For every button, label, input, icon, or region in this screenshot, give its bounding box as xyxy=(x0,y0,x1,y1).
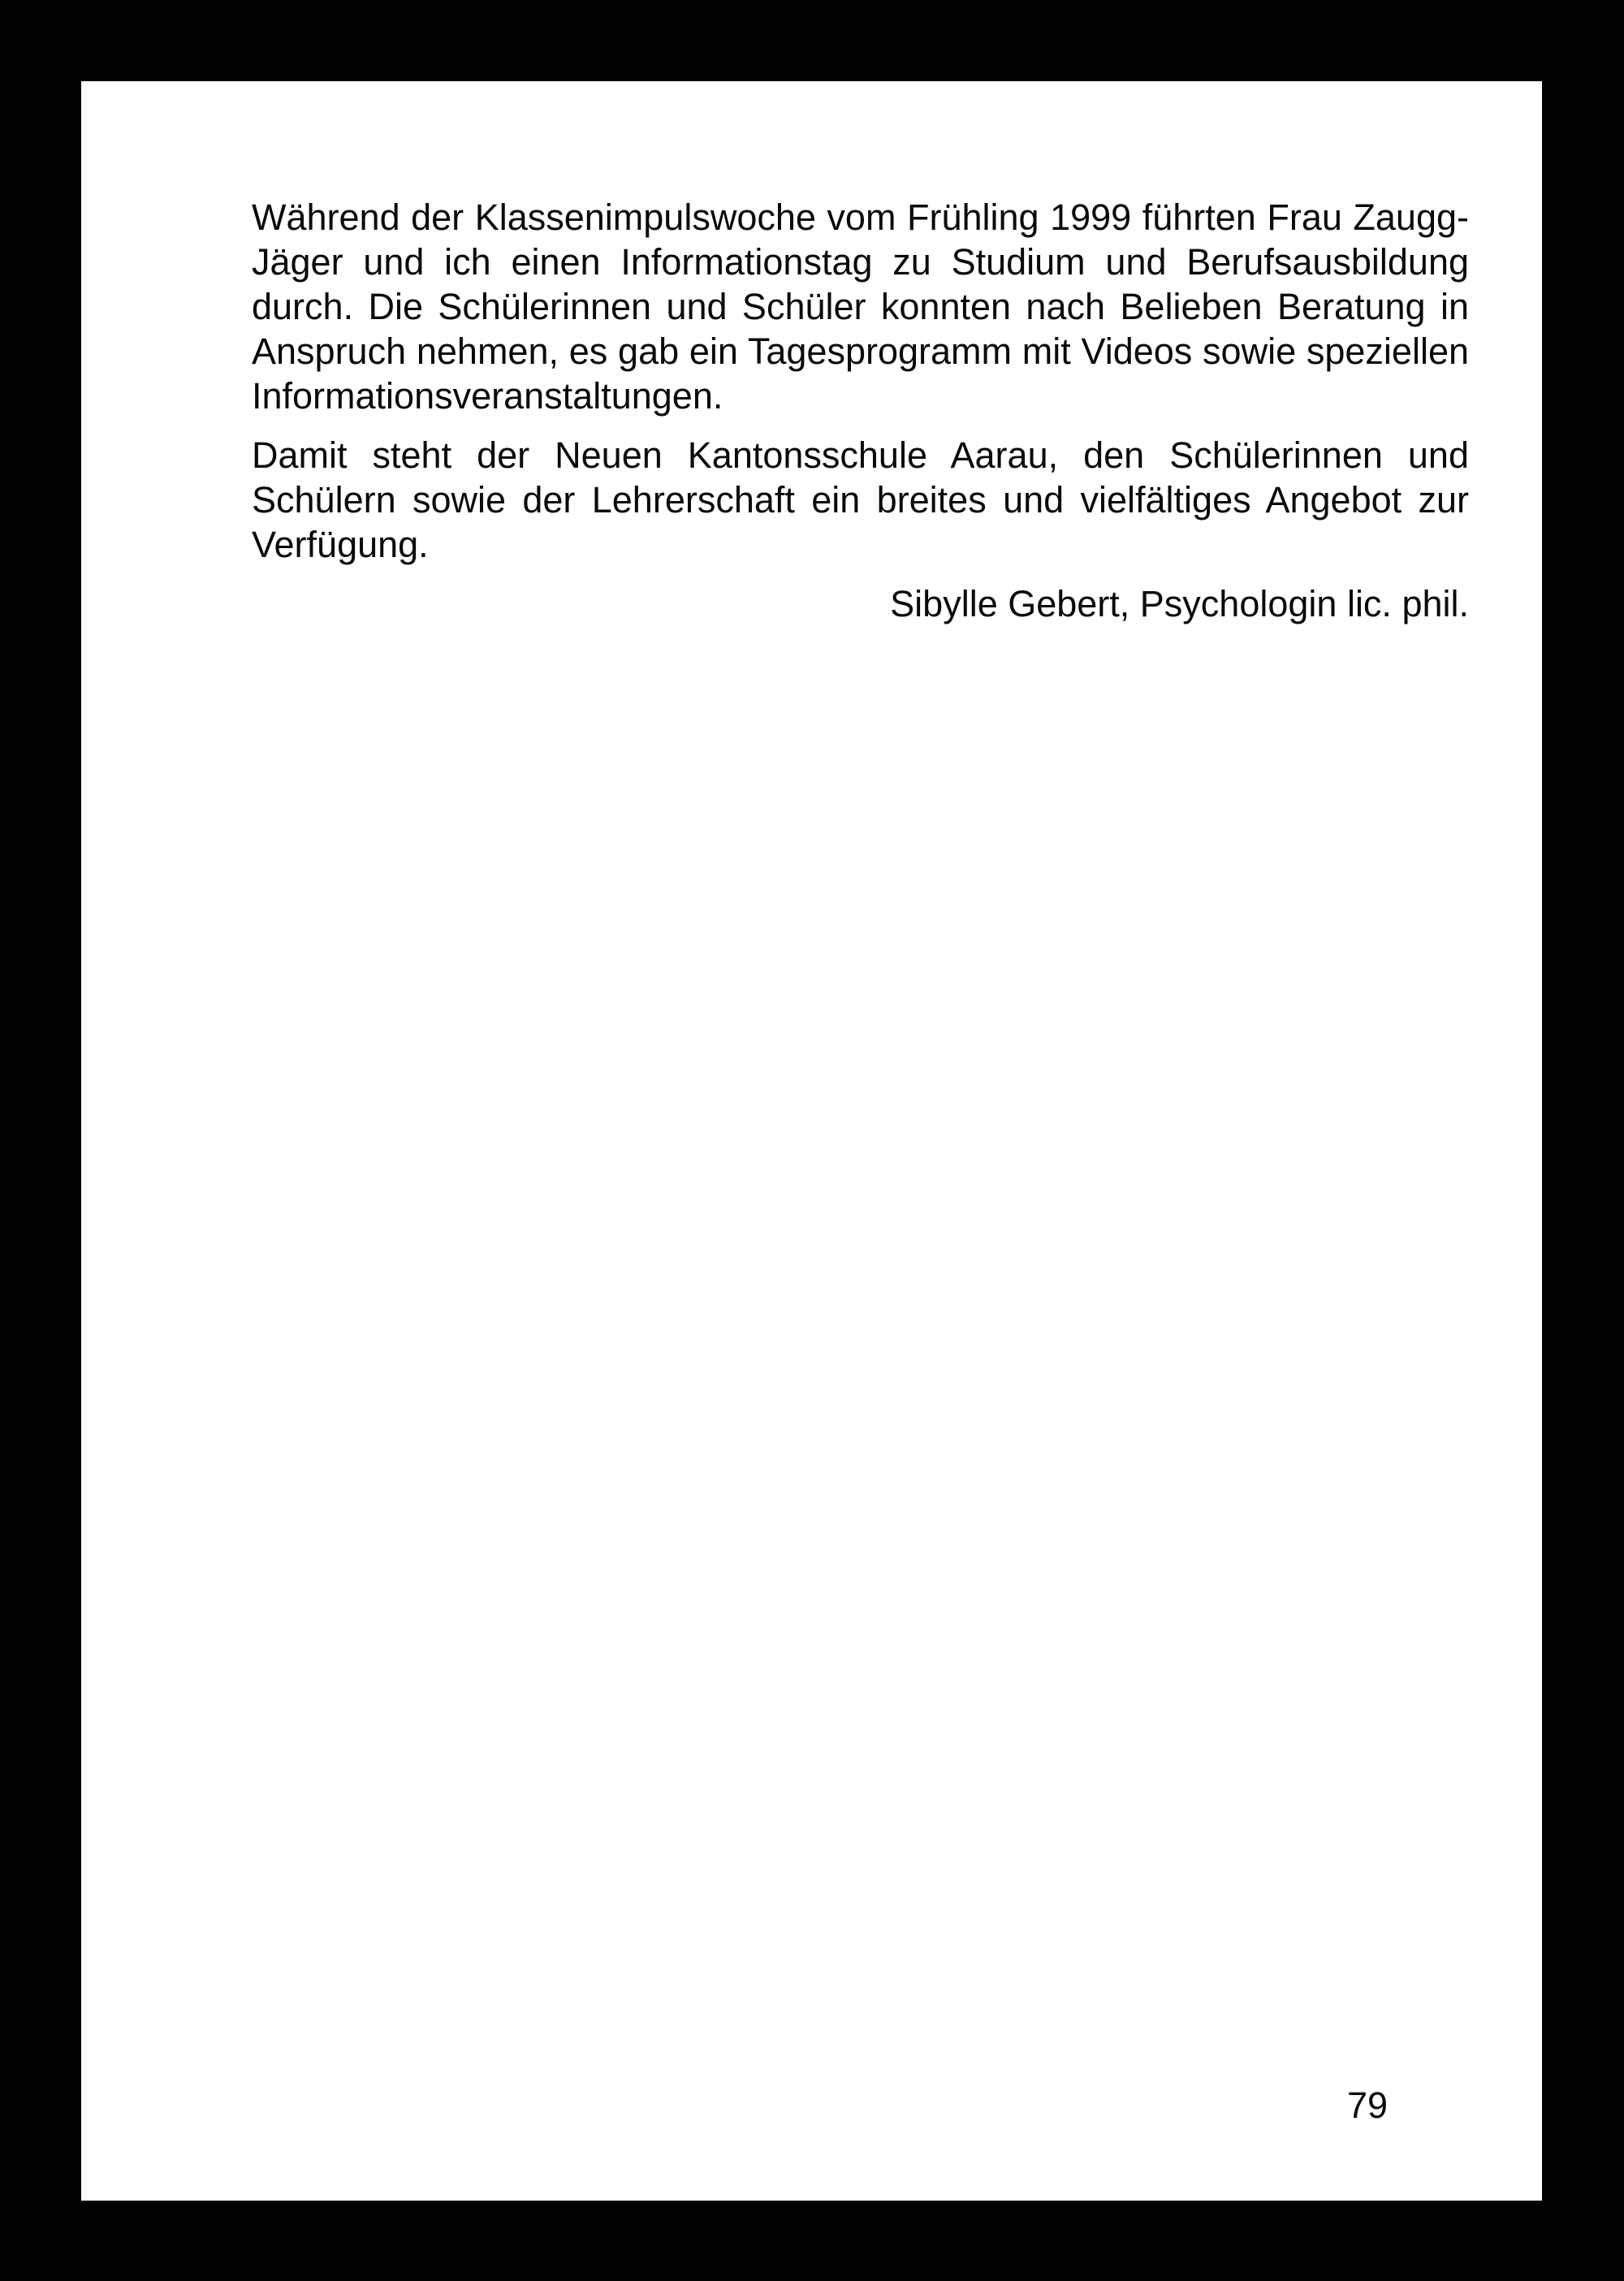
document-page xyxy=(81,81,1542,2201)
paragraph-2: Damit steht der Neuen Kantonsschule Aarau, den Schülerinnen und Schülern sowie der Lehrerschaft ein breites und vielfältiges Angebot zur Verfügung. xyxy=(252,434,1469,565)
author-signature: Sibylle Gebert, Psychologin lic. phil. xyxy=(890,583,1469,624)
page-number: 79 xyxy=(1346,2084,1388,2126)
page-content xyxy=(252,195,1469,626)
paragraph-1: Während der Klassenimpulswoche vom Frühling 1999 führten Frau Zaugg-Jäger und ich einen Informationstag zu Studium und Berufsausbildung durch. Die Schülerinnen und Schüler konnten nach Belieben Beratung in Anspruch nehmen, es gab ein Tagesprogramm mit Videos sowie speziellen Informationsveranstaltungen. xyxy=(252,197,1469,417)
